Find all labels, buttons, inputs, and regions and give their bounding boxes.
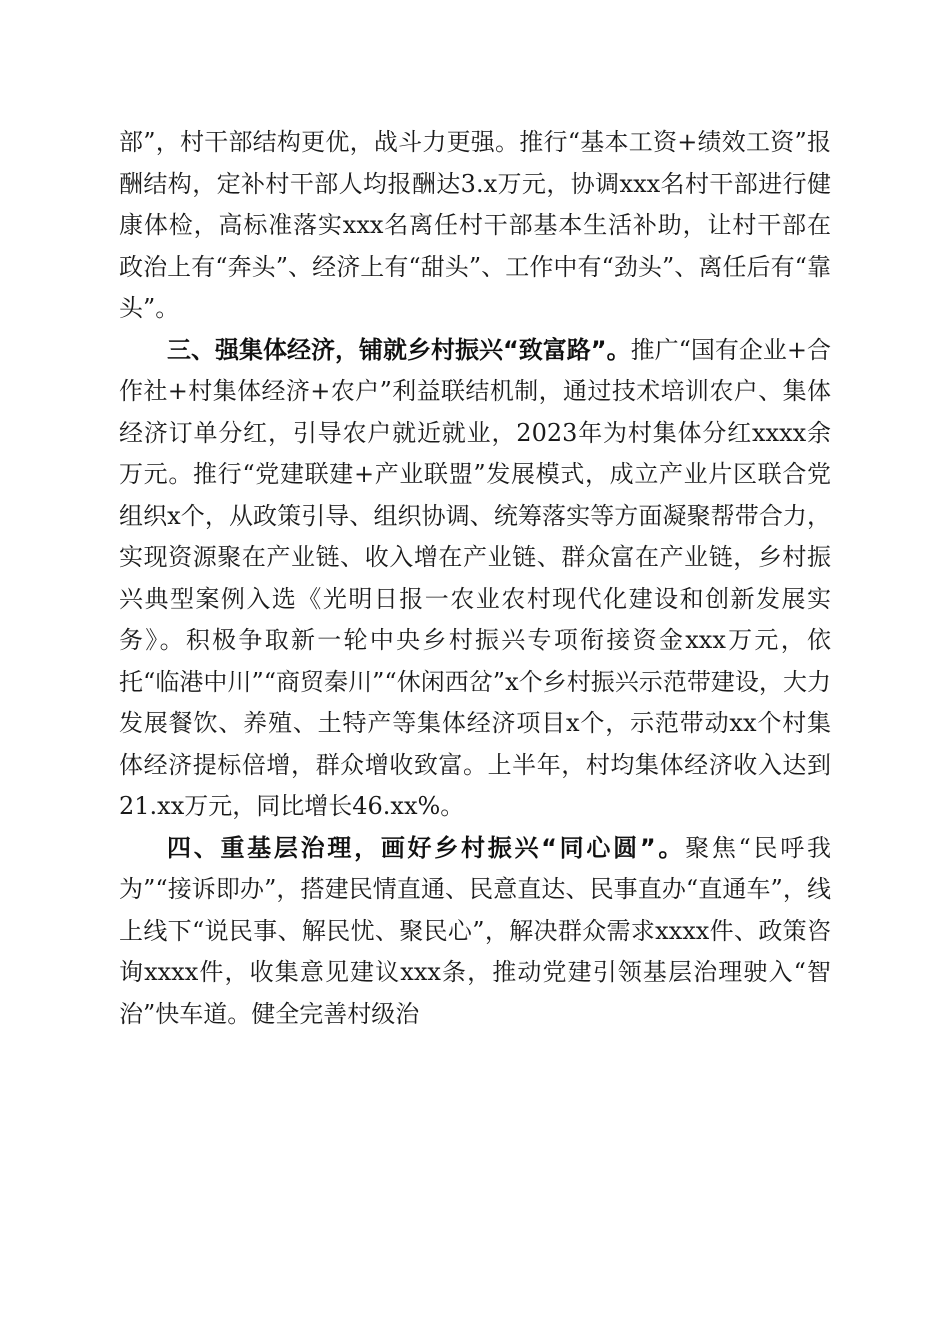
paragraph-body: 推广“国有企业+合作社+村集体经济+农户”利益联结机制，通过技术培训农户、集体经济订单分红，引导农户就近就业，2023年为村集体分红xxxx余万元。推行“党建联建+产业联盟”发展模式，成立产业片区联合党组织x个，从政策引导、组织协调、统筹落实等方面凝聚帮带合力，实现资源聚在产业链、收入增在产业链、群众富在产业链，乡村振兴典型案例入选《光明日报一农业农村现代化建设和创新发展实务》。积极争取新一轮中央乡村振兴专项衔接资金xxx万元，依托“临港中川”“商贸秦川”“休闲西岔”x个乡村振兴示范带建设，大力发展餐饮、养殖、土特产等集体经济项目x个，示范带动xx个村集体经济提标倍增，群众增收致富。上半年，村均集体经济收入达到21.xx万元，同比增长46.xx%。: [119, 335, 831, 820]
document-body: [119, 122, 831, 1035]
paragraph-body: 部”，村干部结构更优，战斗力更强。推行“基本工资+绩效工资”报酬结构，定补村干部人均报酬达3.x万元，协调xxx名村干部进行健康体检，高标准落实xxx名离任村干部基本生活补助，让村干部在政治上有“奔头”、经济上有“甜头”、工作中有“劲头”、离任后有“靠头”。: [119, 128, 831, 322]
section-heading-grassroots-governance: 四、重基层治理，画好乡村振兴“同心圆”。: [167, 833, 686, 862]
section-heading-collective-economy: 三、强集体经济，铺就乡村振兴“致富路”。: [167, 335, 631, 364]
paragraph-body: 聚焦“民呼我为”“接诉即办”，搭建民情直通、民意直达、民事直办“直通车”，线上线下“说民事、解民忧、聚民心”，解决群众需求xxxx件、政策咨询xxxx件，收集意见建议xxx条，推动党建引领基层治理驶入“智治”快车道。健全完善村级治: [119, 833, 831, 1028]
paragraph-grassroots-governance: [119, 828, 831, 1036]
paragraph-collective-economy: [119, 330, 831, 828]
paragraph-village-cadres: [119, 122, 831, 330]
